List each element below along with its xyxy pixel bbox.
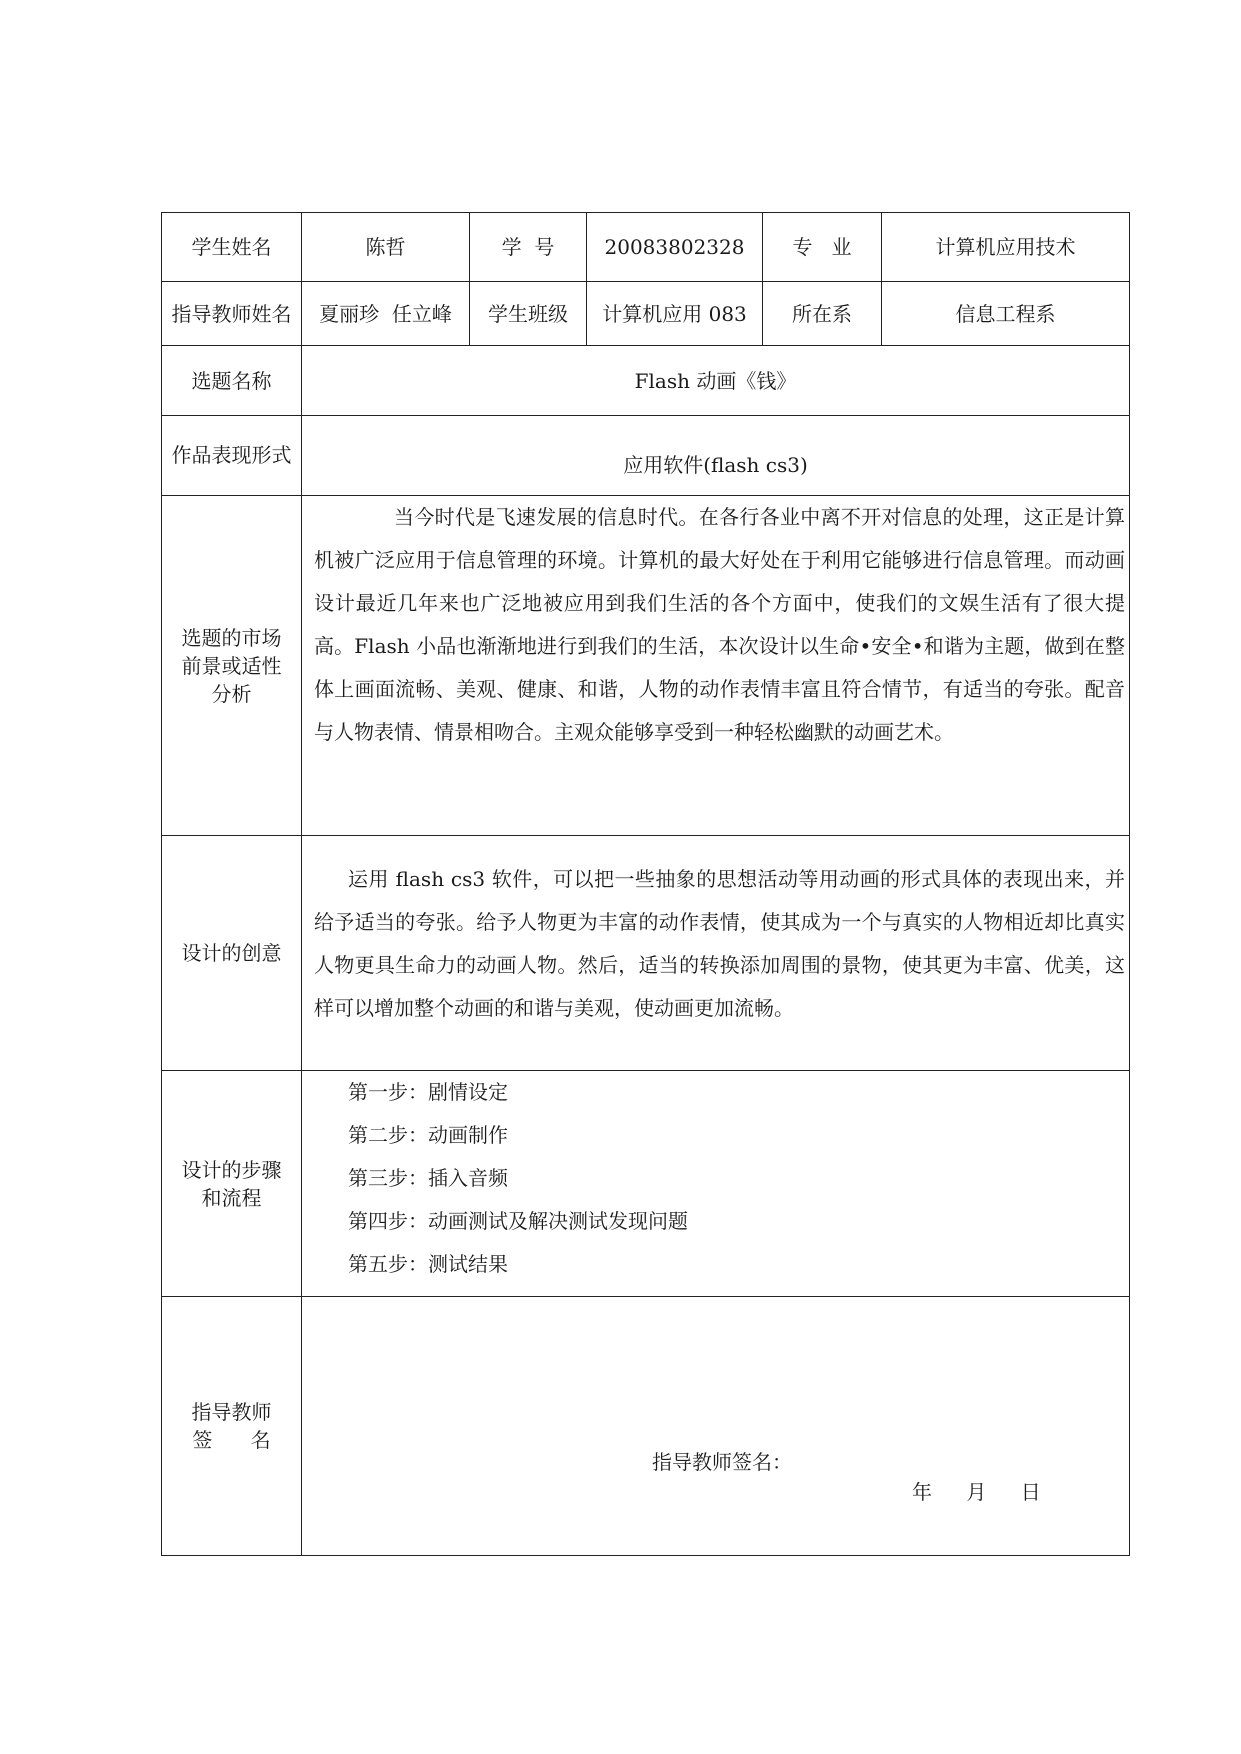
- step-item: 第二步：动画制作: [348, 1123, 508, 1147]
- market-label-line1: 选题的市场: [181, 625, 282, 650]
- student-name-value: 陈哲: [302, 213, 470, 282]
- creative-content: [302, 836, 1130, 1071]
- market-content: [302, 496, 1130, 836]
- form-label: 作品表现形式: [162, 416, 302, 496]
- date-year: 年: [912, 1480, 932, 1504]
- date-day: 日: [1020, 1480, 1041, 1504]
- project-info-table: [161, 212, 1130, 1556]
- steps-list: [302, 1071, 1129, 1286]
- signature-label-line1: 指导教师: [191, 1400, 272, 1424]
- department-label: 所在系: [763, 282, 882, 346]
- step-item: 第一步：剧情设定: [348, 1080, 508, 1104]
- student-name-label: 学生姓名: [162, 213, 302, 282]
- step-item: 第四步：动画测试及解决测试发现问题: [348, 1209, 688, 1233]
- market-label-line2: 前景或适性: [181, 653, 282, 678]
- student-id-value: 20083802328: [587, 213, 763, 282]
- advisor-value: 夏丽珍 任立峰: [302, 282, 470, 346]
- row-topic: [162, 346, 1130, 416]
- row-signature: [162, 1297, 1130, 1556]
- row-student-info: [162, 213, 1130, 282]
- advisor-label: 指导教师姓名: [162, 282, 302, 346]
- form-value: 应用软件(flash cs3): [302, 416, 1130, 496]
- steps-label-line2: 和流程: [201, 1185, 262, 1210]
- signature-label-line2: 签 名: [192, 1428, 271, 1452]
- signature-label: [162, 1297, 302, 1556]
- major-value: 计算机应用技术: [882, 213, 1130, 282]
- row-presentation-form: [162, 416, 1130, 496]
- date-month: 月: [966, 1480, 987, 1504]
- step-item: 第三步：插入音频: [348, 1166, 508, 1190]
- step-item: 第五步：测试结果: [348, 1252, 508, 1276]
- row-steps: [162, 1071, 1130, 1297]
- steps-content: [302, 1071, 1130, 1297]
- market-label-line3: 分析: [211, 681, 252, 706]
- steps-label-line1: 设计的步骤: [181, 1157, 282, 1182]
- department-value: 信息工程系: [882, 282, 1130, 346]
- class-label: 学生班级: [470, 282, 587, 346]
- student-id-label: 学 号: [470, 213, 587, 282]
- class-value: 计算机应用 083: [587, 282, 763, 346]
- market-label: [162, 496, 302, 836]
- row-creative: [162, 836, 1130, 1071]
- steps-label: [162, 1071, 302, 1297]
- row-market-analysis: [162, 496, 1130, 836]
- topic-value: Flash 动画《钱》: [302, 346, 1130, 416]
- signature-date: [912, 1479, 1069, 1505]
- creative-text: 运用 flash cs3 软件，可以把一些抽象的思想活动等用动画的形式具体的表现出来，并给予适当的夸张。给予人物更为丰富的动作表情，使其成为一个与真实的人物相近却比真实人物更具生命力的动画人物。然后，适当的转换添加周围的景物，使其更为丰富、优美，这样可以增加整个动画的和谐与美观，使动画更加流畅。: [314, 867, 1125, 1020]
- advisor-signature-field: 指导教师签名：: [652, 1450, 792, 1474]
- row-advisor-info: [162, 282, 1130, 346]
- market-analysis-text: 当今时代是飞速发展的信息时代。在各行各业中离不开对信息的处理，这正是计算机被广泛应用于信息管理的环境。计算机的最大好处在于利用它能够进行信息管理。而动画设计最近几年来也广泛地被应用到我们生活的各个方面中，使我们的文娱生活有了很大提高。Flash 小品也渐渐地进行到我们的生活，本次设计以生命•安全•和谐为主题，做到在整体上画面流畅、美观、健康、和谐，人物的动作表情丰富且符合情节，有适当的夸张。配音与人物表情、情景相吻合。主观众能够享受到一种轻松幽默的动画艺术。: [314, 505, 1125, 744]
- topic-label: 选题名称: [162, 346, 302, 416]
- signature-area: [302, 1297, 1130, 1556]
- major-label: 专 业: [763, 213, 882, 282]
- creative-label: 设计的创意: [162, 836, 302, 1071]
